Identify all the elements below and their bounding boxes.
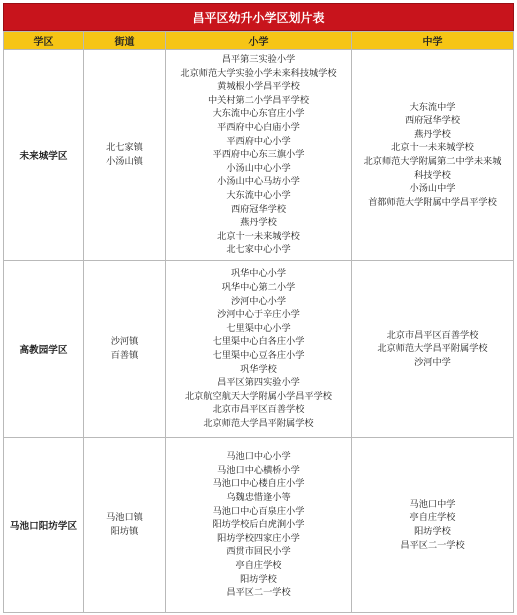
list-item: 北京市昌平区百善学校 bbox=[212, 404, 305, 416]
list-item: 巩华学校 bbox=[240, 363, 277, 375]
primary-school-cell bbox=[166, 50, 352, 261]
header-middle: 中学 bbox=[352, 32, 514, 50]
list-item: 巩华中心小学 bbox=[230, 268, 287, 280]
district-cell: 未来城学区 bbox=[4, 50, 84, 261]
table-row bbox=[4, 261, 514, 438]
list-item: 沙河中学 bbox=[414, 356, 451, 368]
list-item: 小汤山中学 bbox=[409, 183, 456, 195]
page-title: 昌平区幼升小学区划片表 bbox=[3, 3, 514, 31]
list-item: 北京师范大学昌平附属学校 bbox=[203, 417, 314, 429]
list-item: 西府冠华学校 bbox=[230, 203, 287, 215]
header-street: 街道 bbox=[84, 32, 166, 50]
list-item: 中关村第二小学昌平学校 bbox=[207, 94, 310, 106]
table-row bbox=[4, 50, 514, 261]
header-primary: 小学 bbox=[166, 32, 352, 50]
list-item: 平西府中心东三旗小学 bbox=[212, 149, 305, 161]
list-item: 马池口中心百泉庄小学 bbox=[212, 505, 305, 517]
list-item: 北京十一未来城学校 bbox=[391, 142, 474, 154]
list-item: 北京航空航天大学附属小学昌平学校 bbox=[185, 390, 332, 402]
list-item: 沙河镇 bbox=[110, 336, 139, 348]
street-cell bbox=[84, 438, 166, 613]
list-item: 马池口中心小学 bbox=[226, 451, 291, 463]
list-item: 北京十一未来城学校 bbox=[217, 230, 300, 242]
list-item: 沙河中心于辛庄小学 bbox=[217, 309, 300, 321]
list-item: 小汤山镇 bbox=[106, 156, 143, 167]
list-item: 阳坊学校四家庄小学 bbox=[217, 532, 300, 544]
list-item: 黄城根小学昌平学校 bbox=[217, 81, 300, 93]
list-item: 大东流中学 bbox=[409, 101, 456, 113]
list-item: 阳坊学校 bbox=[240, 573, 277, 585]
list-item: 沙河中心小学 bbox=[230, 295, 287, 307]
list-item: 七里渠中心白各庄小学 bbox=[212, 336, 305, 348]
table-header-row bbox=[4, 32, 514, 50]
middle-school-cell bbox=[352, 261, 514, 438]
list-item: 大东流中心小学 bbox=[226, 189, 291, 201]
list-item: 阳坊学校 bbox=[414, 526, 451, 537]
list-item: 昌平区第四实验小学 bbox=[217, 377, 300, 389]
list-item: 昌平区二一学校 bbox=[226, 587, 291, 599]
list-item: 平西府中心白庙小学 bbox=[217, 122, 300, 134]
list-item: 科技学校 bbox=[414, 169, 451, 181]
list-item: 百善镇 bbox=[110, 350, 139, 361]
list-item: 马池口中学 bbox=[409, 498, 456, 510]
list-item: 小汤山中心小学 bbox=[226, 162, 291, 174]
street-cell bbox=[84, 261, 166, 438]
list-item: 巩华中心第二小学 bbox=[221, 282, 296, 294]
list-item: 阳坊镇 bbox=[110, 526, 139, 537]
list-item: 小汤山中心马坊小学 bbox=[217, 176, 300, 188]
district-cell: 高教园学区 bbox=[4, 261, 84, 438]
primary-school-cell bbox=[166, 438, 352, 613]
list-item: 北七家镇 bbox=[106, 142, 143, 154]
list-item: 平西府中心小学 bbox=[226, 135, 291, 147]
list-item: 亭自庄学校 bbox=[409, 512, 456, 524]
list-item: 北京师范大学实验小学未来科技城学校 bbox=[180, 67, 337, 79]
district-cell: 马池口阳坊学区 bbox=[4, 438, 84, 613]
street-cell bbox=[84, 50, 166, 261]
list-item: 大东流中心东官庄小学 bbox=[212, 108, 305, 120]
district-table bbox=[3, 31, 514, 613]
list-item: 亭自庄学校 bbox=[235, 559, 282, 571]
list-item: 马池口镇 bbox=[106, 512, 143, 524]
list-item: 乌魏忠惜逢小等 bbox=[226, 492, 291, 504]
header-district: 学区 bbox=[4, 32, 84, 50]
table-row bbox=[4, 438, 514, 613]
primary-school-cell bbox=[166, 261, 352, 438]
list-item: 七里渠中心小学 bbox=[226, 322, 291, 334]
list-item: 首都师范大学附属中学昌平学校 bbox=[368, 196, 497, 208]
list-item: 北京师范大学昌平附属学校 bbox=[377, 343, 488, 355]
list-item: 西府冠华学校 bbox=[404, 115, 461, 127]
list-item: 北京师范大学附属第二中学未来城 bbox=[363, 156, 502, 167]
middle-school-cell bbox=[352, 50, 514, 261]
list-item: 北七家中心小学 bbox=[226, 244, 291, 256]
middle-school-cell bbox=[352, 438, 514, 613]
list-item: 昌平第三实验小学 bbox=[221, 54, 296, 66]
list-item: 燕丹学校 bbox=[240, 217, 277, 229]
list-item: 阳坊学校后白虎涧小学 bbox=[212, 519, 305, 531]
list-item: 马池口中心楼自庄小学 bbox=[212, 478, 305, 490]
list-item: 七里渠中心豆各庄小学 bbox=[212, 350, 305, 361]
table-body bbox=[4, 50, 514, 613]
list-item: 马池口中心横桥小学 bbox=[217, 464, 300, 476]
list-item: 昌平区二一学校 bbox=[400, 539, 465, 551]
list-item: 燕丹学校 bbox=[414, 128, 451, 140]
list-item: 西贯市回民小学 bbox=[226, 546, 291, 558]
list-item: 北京市昌平区百善学校 bbox=[386, 329, 479, 341]
